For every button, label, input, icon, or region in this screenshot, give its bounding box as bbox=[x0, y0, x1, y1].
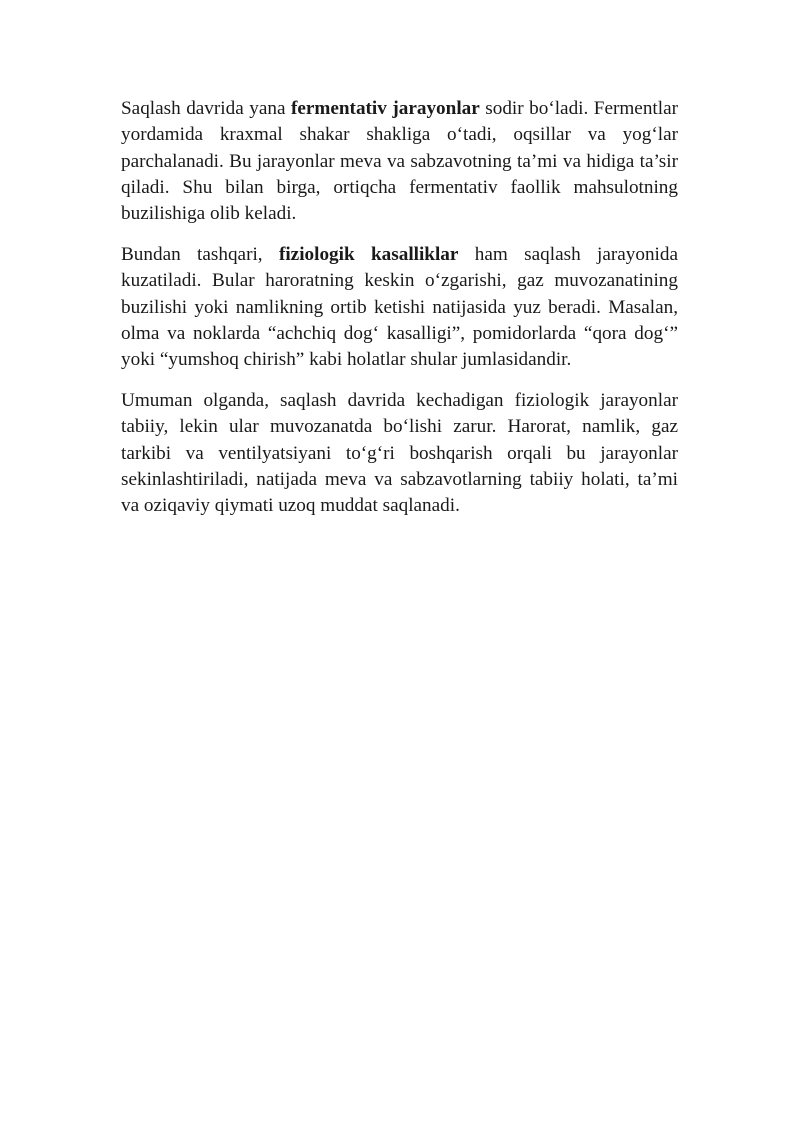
paragraph-text: Umuman olganda, saqlash davrida kechadigan fiziologik jarayonlar tabiiy, lekin ular muvozanatda bo‘lishi zarur. Harorat, namlik, gaz tarkibi va ventilyatsiyani to‘g‘ri boshqarish orqali bu jarayonlar sekinlashtiriladi, natijada meva va sabzavotlarning tabiiy holati, ta’mi va oziqaviy qiymati uzoq muddat saqlanadi. bbox=[121, 389, 678, 517]
paragraph-text: Bundan tashqari, bbox=[121, 243, 279, 265]
paragraph-fermentative-processes bbox=[121, 96, 678, 227]
bold-term: fiziologik kasalliklar bbox=[278, 243, 459, 265]
paragraph-text: sodir bo‘ladi. Fermentlar yordamida kraxmal shakar shakliga o‘tadi, oqsillar va yog‘lar parchalanadi. Bu jarayonlar meva va sabzavotning ta’mi va hidiga ta’sir qiladi. Shu bilan birga, ortiqcha fermentativ faollik mahsulotning buzilishiga olib keladi. bbox=[121, 98, 678, 225]
paragraph-text: Saqlash davrida yana bbox=[121, 98, 291, 119]
paragraph-conclusion bbox=[121, 388, 678, 519]
paragraph-text: ham saqlash jarayonida kuzatiladi. Bular haroratning keskin o‘zgarishi, gaz muvozanatining buzilishi yoki namlikning ortib ketishi natijasida yuz beradi. Masalan, olma va noklarda “achchiq dog‘ kasalligi”, pomidorlarda “qora dog‘” yoki “yumshoq chirish” kabi holatlar shular jumlasidandir. bbox=[121, 243, 679, 371]
bold-term: fermentativ jarayonlar bbox=[290, 98, 480, 119]
paragraph-physiological-diseases bbox=[121, 242, 678, 373]
document-body bbox=[121, 96, 678, 534]
